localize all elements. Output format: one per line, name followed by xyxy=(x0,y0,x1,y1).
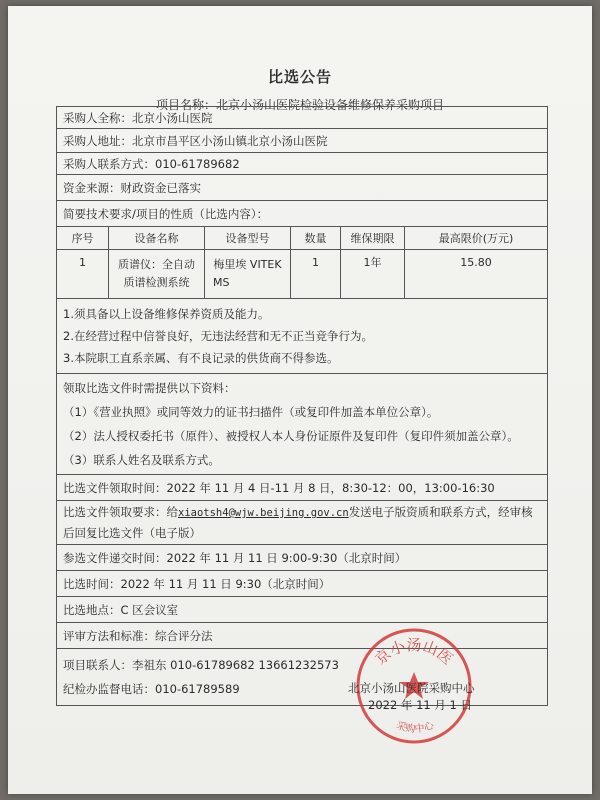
header-price: 最高限价(万元) xyxy=(438,232,514,245)
selection-time-row: 比选时间：2022 年 11 月 11 日 9:30（北京时间） xyxy=(57,571,547,597)
header-period: 维保期限 xyxy=(341,227,405,249)
buyer-contact-row: 采购人联系方式：010-61789682 xyxy=(57,153,547,175)
header-no: 序号 xyxy=(57,227,109,249)
document-title: 比选公告 xyxy=(267,68,332,86)
document-item: （1）《营业执照》或同等效力的证书扫描件（或复印件加盖本单位公章）。 xyxy=(63,405,439,419)
supervisor-phone: 纪检办监督电话：010-61789589 xyxy=(63,682,240,696)
document-item: （2）法人授权委托书（原件）、被授权人本人身份证原件及复印件（复印件须加盖公章）。 xyxy=(63,429,519,443)
buyer-address-row: 采购人地址：北京市昌平区小汤山镇北京小汤山医院 xyxy=(57,129,547,153)
pickup-request-row: 比选文件领取要求：给xiaotsh4@wjw.beijing.gov.cn发送电子版资质和联系方式，经审核 后回复比选文件（电子版） xyxy=(57,501,547,545)
cell-no: 1 xyxy=(57,250,109,298)
cell-name: 质谱仪：全自动 质谱检测系统 xyxy=(109,250,205,298)
method-row: 评审方法和标准：综合评分法 xyxy=(57,623,547,649)
project-contact: 项目联系人：李祖东 010-61789682 13661232573 xyxy=(63,658,339,672)
qualification-item: 1.须具备以上设备维修保养资质及能力。 xyxy=(63,307,270,321)
seal-text-bottom: 采购中心 xyxy=(394,720,436,736)
cell-model: 梅里埃 VITEK MS xyxy=(205,250,291,298)
submit-time-row: 参选文件递交时间：2022 年 11 月 11 日 9:00-9:30（北京时间） xyxy=(57,545,547,571)
documents-section xyxy=(57,374,547,475)
header-name: 设备名称 xyxy=(109,227,205,249)
request-email-link[interactable]: xiaotsh4@wjw.beijing.gov.cn xyxy=(178,507,349,519)
issuer-name: 北京小汤山医院采购中心 xyxy=(348,681,475,695)
location-row: 比选地点：C 区会议室 xyxy=(57,597,547,623)
pickup-time-row: 比选文件领取时间：2022 年 11 月 4 日-11 月 8 日，8:30-12：00，13:00-16:30 xyxy=(57,475,547,501)
issue-date: 2022 年 11 月 1 日 xyxy=(368,698,472,712)
cell-price: 15.80 xyxy=(460,256,492,269)
buyer-name-row: 采购人全称：北京小汤山医院 xyxy=(57,107,547,129)
table-row xyxy=(57,250,547,299)
notice-form xyxy=(56,106,548,706)
document-item: （3）联系人姓名及联系方式。 xyxy=(63,453,220,467)
qualification-item: 2.在经营过程中信誉良好，无违法经营和无不正当竞争行为。 xyxy=(63,329,373,343)
project-name: 项目名称：北京小汤山医院检验设备维修保养采购项目 xyxy=(155,98,444,112)
documents-title: 领取比选文件时需提供以下资料： xyxy=(63,381,236,395)
cell-qty: 1 xyxy=(291,250,341,298)
qualification-item: 3.本院职工直系亲属、有不良记录的供货商不得参选。 xyxy=(63,351,339,365)
cell-period: 1年 xyxy=(341,250,405,298)
header-qty: 数量 xyxy=(291,227,341,249)
requirements-title-row: 简要技术要求/项目的性质（比选内容）： xyxy=(57,201,547,227)
funds-row: 资金来源：财政资金已落实 xyxy=(57,175,547,201)
equipment-table-header xyxy=(57,227,547,250)
seal-text-top: 京小汤山医 xyxy=(371,636,457,669)
header-model: 设备型号 xyxy=(205,227,291,249)
qualifications-section xyxy=(57,299,547,374)
